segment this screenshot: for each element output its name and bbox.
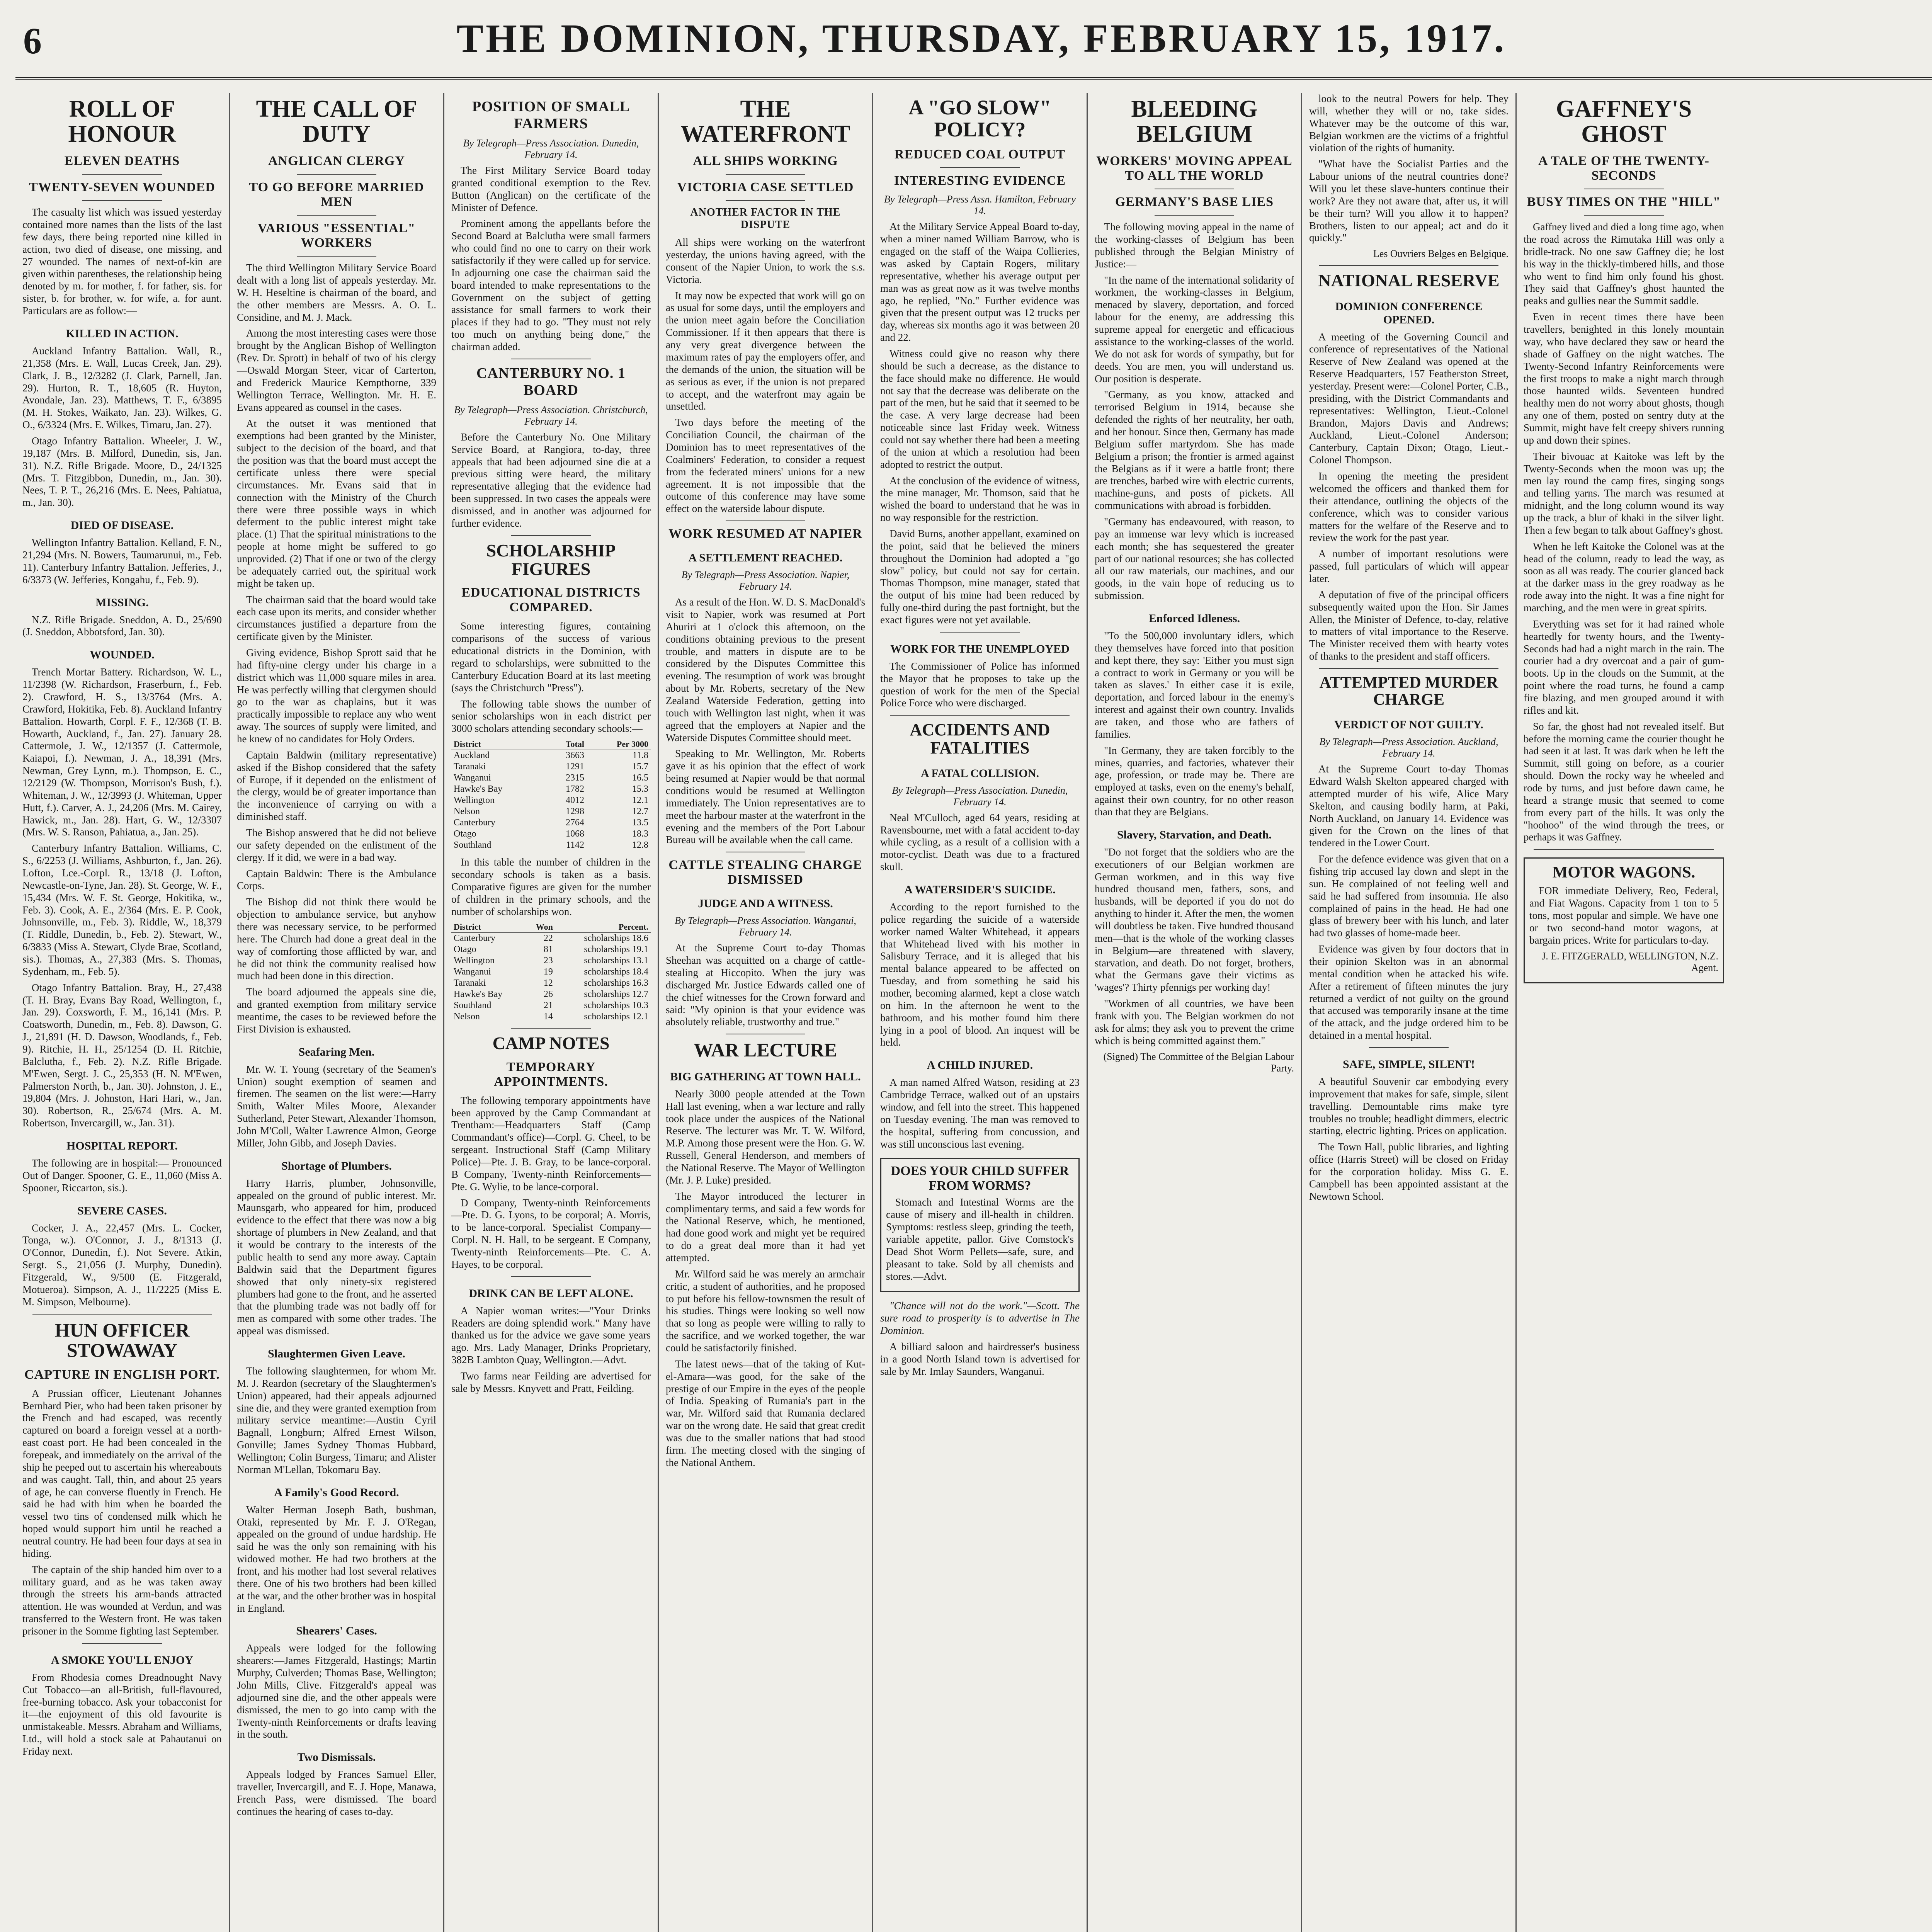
advertisement-text: A beautiful Souvenir car embodying every improvement that makes for safe, simple, silent travelling. Demountable rims make tyre troubles no trouble; headlight dimmers, electric starting, electric lighting. Prices on application. (1309, 1076, 1509, 1137)
table-cell: Wellington (454, 956, 495, 966)
article-text: At the outset it was mentioned that exemptions had been granted by the Minister, subject to the decision of the board, and that the position was that the board must accept the certificate unless there were special circumstances. Mr. Evans said that in connection with the Ministry of the Church there were three possible ways in which deferment to the public interest might take place. (1) That the spiritual ministrations to the people at home might be suffered to go unprovided. (2) That if one or two of the clergy be adequately carried out, the spiritual work might be taken up. (237, 417, 436, 589)
table-cell: 11.8 (632, 750, 648, 761)
subhead: A CHILD INJURED. (927, 1059, 1033, 1072)
article-text: "To the 500,000 involuntary idlers, which they themselves have forced into that position and kept there, they say: 'Either you must sign a contract to work in Germany or you will be taken as slaves.' In either case it is exile, deportation, and forced labour in the enemy's interest and against their own country. Invalids are taken, and those who are fathers of families. (1095, 629, 1294, 740)
advertisement-title: DOES YOUR CHILD SUFFER FROM WORMS? (891, 1164, 1069, 1193)
table-row (451, 944, 651, 955)
article-text: Captain Baldwin (military representative) asked if the Bishop considered that the safety of Europe, if it depended on the enlistment of the clergy, would be of greater importance than the inconvenience of carrying on with a diminished staff. (237, 749, 436, 823)
article-text: The following slaughtermen, for whom Mr. M. J. Reardon (secretary of the Slaughtermen's Union) appeared, had their appeals adjourned sine die, and they were granted exemption from military service meantime:—Austin Cyril Bagnall, Longburn; Alfred Ernest Wilson, Gonville; James Sydney Thomas Hubbard, Wellington; Colin Burgess, Timaru; and Alister Norman M'Lellan, Tokomaru Bay. (237, 1365, 436, 1475)
table-cell: Otago (454, 944, 476, 955)
table-cell: 13.5 (632, 818, 648, 828)
table-cell: 22 (543, 933, 553, 944)
column-7 (1302, 93, 1517, 1932)
table-cell: Otago (454, 829, 476, 839)
newspaper-title: THE DOMINION, THURSDAY, FEBRUARY 15, 1917. (456, 16, 1507, 61)
article-text: Even in recent times there have been travellers, benighted in this lonely mountain way, who have declared they saw or heard the shade of Gaffney on the night watches. The Twenty-Second Infantry Reinforcements were the first troops to make a night march through those haunted wilds. Seventeen hundred healthy men do not worry about ghosts, though any one of them, posted on sentry duty at the Summit, might have felt creepy shivers running up and down their spines. (1524, 311, 1724, 446)
headline-scholarship-figures: SCHOLARSHIP FIGURES (486, 540, 616, 579)
subhead: A FATAL COLLISION. (921, 767, 1039, 780)
subhead: WOUNDED. (90, 648, 155, 662)
article-text: Walter Herman Joseph Bath, bushman, Otaki, represented by Mr. F. J. O'Regan, appealed on the ground of undue hardship. He said he was the only son remaining with his widowed mother. He had two brothers at the front, and his mother had lost several relatives there. One of his two brothers had been killed at the war, and the other brother was in hospital in England. (237, 1503, 436, 1614)
article-text: The third Wellington Military Service Board dealt with a long list of appeals yesterday. Mr. W. H. Heseltine is chairman of the board, and the other members are Messrs. A. O. L. Considine, and M. J. Mack. (237, 262, 436, 323)
divider (1369, 1047, 1449, 1048)
column-header: Percent. (555, 922, 651, 933)
table-cell: Hawke's Bay (454, 989, 503, 1000)
table-cell: 2764 (566, 818, 584, 828)
article-text: All ships were working on the waterfront yesterday, the unions having agreed, with the consent of the Napier Union, to work the s.s. Victoria. (666, 236, 865, 285)
headline-small-farmers: POSITION OF SMALL FARMERS (472, 99, 630, 132)
article-text: Harry Harris, plumber, Johnsonville, appealed on the ground of public interest. Mr. Maunsgarb, who appeared for him, produced evidence to the effect that there was now a big shortage of plumbers in New Zealand, and that it would be contrary to the interests of the public health to send any more away. Captain Baldwin said that the Department figures showed that only ninety-six registered plumbers had gone to the front, and he asserted that the plumbing trade was not badly off for men as compared with some other trades. The appeal was dismissed. (237, 1177, 436, 1337)
signature: (Signed) The Committee of the Belgian Labour Party. (1103, 1051, 1294, 1074)
column-1 (15, 93, 230, 1932)
article-text: The Commissioner of Police has informed the Mayor that he proposes to take up the question of work for the men of the Special Police Force who were discharged. (880, 660, 1080, 709)
article-text: Speaking to Mr. Wellington, Mr. Roberts gave it as his opinion that the effect of work being resumed at Napier would be that normal conditions would be resumed at Wellington immediately. The Union representatives are to meet the harbour master at the waterfront in the evening and the members of the Port Labour Bureau will be available when the call came. (666, 748, 865, 846)
article-text: Among the most interesting cases were those brought by the Anglican Bishop of Wellington (Rev. Dr. Sprott) in behalf of two of his clergy—Oswald Morgan Steer, vicar of Carterton, and Frederick Maurice Kempthorne, 339 Wellington Terrace, Wellington. Mr. H. E. Evans appeared as counsel in the cases. (237, 327, 436, 413)
divider (511, 535, 591, 536)
article-text: The board adjourned the appeals sine die, and granted exemption from military service meantime, the cases to be reviewed before the First Division is exhausted. (237, 986, 436, 1035)
table-cell: 1291 (566, 762, 584, 772)
page-number: 6 (23, 20, 42, 61)
article-text: The Bishop answered that he did not believe our safety depended on the enlistment of the clergy. If it did, we were in a bad way. (237, 827, 436, 863)
divider (32, 1314, 212, 1315)
article-text: The chairman said that the board would take each case upon its merits, and consider whether circumstances justified a departure from the certificate given by the Minister. (237, 594, 436, 643)
table-row (451, 989, 651, 1000)
article-text: It may now be expected that work will go on as usual for some days, until the employers and the union meet again before the Conciliation Commissioner. If it then appears that there is any very great divergence between the maximum rates of pay the employers offer, and the demands of the union, the situation will be as serious as ever, if the union is not prepared to accept, and the waterfront may again be unsettled. (666, 289, 865, 412)
column-header: Won (525, 922, 555, 933)
table-row (451, 840, 651, 851)
divider (726, 174, 805, 175)
article-text: "Workmen of all countries, we have been frank with you. The Belgian workmen do not ask for alms; they ask you to prevent the crime which is being committed against them." (1095, 998, 1294, 1046)
dateline: By Telegraph—Press Association. Dunedin, February 14. (463, 138, 639, 160)
headline-work-resumed: WORK RESUMED AT NAPIER (668, 527, 862, 541)
article-text: Otago Infantry Battalion. Wheeler, J. W., 19,187 (Mrs. B. Milford, Dunedin, sis, Jan. 31). N.Z. Rifle Brigade. Moore, D., 24/1325 (Mrs. T. Fitzgibbon, Dunedin, m., Jan. 30). Nees, T. P. T., 26,216 (Mrs. E. Nees, Pahiatua, m., Jan. 30). (22, 435, 222, 509)
table-cell: 12.1 (632, 795, 648, 806)
table-cell: Taranaki (454, 978, 486, 988)
table-row (451, 750, 651, 762)
subhead: MISSING. (95, 596, 149, 609)
article-text: A billiard saloon and hairdresser's business in a good North Island town is advertised for sale by Mr. Imlay Saunders, Wanganui. (880, 1341, 1080, 1377)
article-text: At the Military Service Appeal Board to-day, when a miner named William Barrow, who is engaged on the staff of the Waipa Collieries, was asked by Captain Rogers, military representative, whether his average output per man was as great now as it was twelve months ago, he replied, "No." Further evidence was given that the present output was 12 trucks per day, whereas six months ago it was between 20 and 22. (880, 221, 1080, 344)
table-row (451, 784, 651, 795)
divider (297, 256, 376, 257)
headline-canterbury-board: CANTERBURY NO. 1 BOARD (476, 365, 626, 398)
headline-roll-of-honour: ROLL OF HONOUR (68, 96, 176, 148)
article-text: At the conclusion of the evidence of witness, the mine manager, Mr. Thomson, said that he wished the board to understand that he was in no way responsible for the restriction. (880, 474, 1080, 524)
article-text: Canterbury Infantry Battalion. Williams, C. S., 6/2253 (J. Williams, Ashburton, f., Jan. 26). Lofton, Lce.-Corpl. R., 13/18 (J. Lofton, Newcastle-on-Tyne, Jan. 28). St. George, W. F., 15,434 (Mrs. W. F. St. George, Hokitika, w., Feb. 3). Cook, A. E., 2/364 (Mrs. E. P. Cook, Johnsonville, m., Feb. 3). Riddle, W., 18,379 (T. Riddle, Dunedin, b., Feb. 2). Stewart, W., 6/3833 (Miss A. Stewart, Clyde Brae, Scotland, sis.). Thomas, A., 27,383 (Mrs. S. Thomas, Sydenham, m., Feb. 5). (22, 842, 222, 977)
deck: TWENTY-SEVEN WOUNDED (29, 180, 215, 195)
quote: "Chance will not do the work."—Scott. The sure road to prosperity is to advertise in The Dominion. (880, 1300, 1080, 1337)
scholarship-table-2 (451, 922, 651, 1022)
table-row (451, 933, 651, 944)
subhead: KILLED IN ACTION. (66, 327, 179, 340)
article-text: "Germany has endeavoured, with reason, to pay an immense war levy which is increased each month; she has sequestered the greater part of our national resources; she has collected all our raw materials, our machines, and our goods, in the vain hope of reducing us to submission. (1095, 515, 1294, 602)
deck: ANGLICAN CLERGY (268, 154, 405, 168)
divider (1319, 265, 1498, 266)
column-2 (230, 93, 444, 1932)
headline-accidents: ACCIDENTS AND FATALITIES (910, 720, 1050, 757)
advertisement-text: A Napier woman writes:—"Your Drinks Readers are doing splendid work." Many have thanked us for the advice we gave some years ago. Mrs. Lady Manager, Drinks Proprietary, 382B Lambton Quay, Wellington.—Advt. (451, 1304, 651, 1366)
article-text: Gaffney lived and died a long time ago, when the road across the Rimutaka Hill was only a bridle-track. No one saw Gaffney die; he lost his way in the thickly-timbered hills, and those who went to find him only found his ghost. They said that Gaffney's ghost haunted the peaks and gullies near the Summit saddle. (1524, 221, 1724, 307)
article-text: Captain Baldwin: There is the Ambulance Corps. (237, 867, 436, 892)
table-cell: Nelson (454, 1012, 480, 1022)
headline-hun-officer: HUN OFFICER STOWAWAY (54, 1319, 190, 1361)
subhead: VERDICT OF NOT GUILTY. (1334, 718, 1483, 731)
dateline: By Telegraph—Press Assn. Hamilton, February 14. (884, 194, 1076, 217)
table-row (451, 1011, 651, 1022)
subhead: Seafaring Men. (298, 1045, 375, 1058)
column-5 (873, 93, 1088, 1932)
dateline: By Telegraph—Press Association. Napier, February 14. (681, 569, 850, 592)
table-cell: Wellington (454, 795, 495, 806)
divider (511, 1028, 591, 1029)
table-cell: Wanganui (454, 773, 491, 783)
divider (1584, 215, 1664, 216)
subhead: A Family's Good Record. (274, 1486, 399, 1499)
divider (1319, 668, 1498, 669)
column-8 (1517, 93, 1731, 1932)
article-text: Trench Mortar Battery. Richardson, W. L., 11/2398 (W. Richardson, Fraserburn, f., Feb. 2). Crawford, H. S., 13/3764 (Mrs. A. Crawford, Hokitika, Feb. 8). Auckland Infantry Battalion. Howarth, Corpl. F. F., 12/368 (T. B. Howarth, Auckland, f., Jan. 27). January 28. Cattermole, J. W., 12/1357 (J. Cattermole, Kaiapoi, f.). Newman, J. A., 18,391 (Mrs. Newman, Grey Lynn, m.). Thompson, E. C., 12/2129 (W. Thompson, Morrison's Bush, f.). Whiteman, J. W., 12/3993 (J. Whiteman, Upper Hutt, f.). Carver, A. J., 24,206 (Mrs. M. Cairey, Hawick, m., Jan. 28). Hart, G. W., 12/3307 (Mrs. W. S. Ranson, Pahiatua, a., Jan. 25). (22, 666, 222, 838)
subhead: JUDGE AND A WITNESS. (698, 897, 833, 910)
deck: ANOTHER FACTOR IN THE DISPUTE (690, 206, 841, 231)
subhead: Shearers' Cases. (296, 1624, 377, 1638)
deck: BUSY TIMES ON THE "HILL" (1527, 195, 1721, 209)
divider (726, 520, 805, 521)
headline-camp-notes: CAMP NOTES (492, 1033, 610, 1053)
deck: GERMANY'S BASE LIES (1115, 195, 1274, 209)
dateline: By Telegraph—Press Association. Wanganui, February 14. (675, 915, 856, 938)
table-row (451, 772, 651, 784)
deck: VICTORIA CASE SETTLED (677, 180, 854, 195)
table-cell: 16.5 (632, 773, 648, 783)
deck: TO GO BEFORE MARRIED MEN (249, 180, 424, 209)
article-text: "Germany, as you know, attacked and terrorised Belgium in 1914, because she defended the rights of her neutrality, her oath, and her honour. Since then, Germany has made Belgium suffer martyrdom. She has made Belgium a prison; the frontier is armed against the Belgians as if it were a battle front; there are trenches, barbed wire with electric currents, machine-guns, and posts of pickets. All communications with abroad is forbidden. (1095, 389, 1294, 512)
article-text: Appeals lodged by Frances Samuel Eller, traveller, Invercargill, and E. J. Hope, Manawa, French Pass, were dismissed. The board continues the hearing of cases to-day. (237, 1769, 436, 1817)
divider (1534, 849, 1714, 850)
deck: ELEVEN DEATHS (64, 154, 180, 168)
article-text: For the defence evidence was given that on a fishing trip accused lay down and slept in the sun. He complained of not feeling well and said he had suffered from insomnia. He also complained of pains in the head. He had one glass of brewery beer with his lunch, and later had two glasses of home-made beer. (1309, 853, 1509, 939)
table-cell: 12.8 (632, 840, 648, 850)
subhead: Shortage of Plumbers. (281, 1159, 392, 1172)
table-header-row (451, 922, 651, 933)
signature: Les Ouvriers Belges en Belgique. (1373, 248, 1509, 260)
article-text: The following are in hospital:— Pronounced Out of Danger. Spooner, G. E., 11,060 (Miss A. Spooner, Riccarton, sis.). (22, 1157, 222, 1194)
column-3 (444, 93, 659, 1932)
article-text: look to the neutral Powers for help. They will, whether they will or no, take sides. Whatever may be the outcome of this war, Belgian workmen are the victims of a frightful violation of the rights of humanity. (1309, 93, 1509, 154)
divider (82, 1643, 162, 1644)
article-text: "In the name of the international solidarity of workmen, the working-classes in Belgium, menaced by slavery, deportation, and forced labour for the enemy, are addressing this supreme appeal for energetic and efficacious assistance to the working-classes of the world. We do not ask for words of sympathy, but for deeds. You are men, you will understand us. Our position is desperate. (1095, 274, 1294, 384)
article-text: Before the Canterbury No. One Military Service Board, at Rangiora, to-day, three appeals that had been adjourned sine die at a previous sitting were heard, the military representative alleging that the evidence had been suppressed. In two cases the appeals were dismissed, and in another was adjourned for further evidence. (451, 431, 651, 529)
divider (82, 174, 162, 175)
table-cell: Southland (454, 840, 492, 850)
article-text: Auckland Infantry Battalion. Wall, R., 21,358 (Mrs. E. Wall, Lucas Creek, Jan. 29). Clark, J. B., 12/3282 (J. Clark, Parnell, Jan. 29). Hurton, R. T., 18,605 (R. Huyton, Avondale, Jan. 23). Matthews, T. F., 6/3895 (M. H. Stokes, Waikato, Jan. 23). Wilkes, G. O., 6/3324 (Mrs. E. Wilkes, Timaru, Jan. 27). (22, 345, 222, 431)
columns (15, 93, 1932, 1932)
column-header: Total (546, 739, 587, 750)
subhead: A SETTLEMENT REACHED. (688, 551, 843, 565)
table-header-row (451, 739, 651, 750)
article-text: N.Z. Rifle Brigade. Sneddon, A. D., 25/690 (J. Sneddon, Abbotsford, Jan. 30). (22, 614, 222, 638)
table-cell: Auckland (454, 750, 490, 761)
table-cell: 1782 (566, 784, 584, 794)
table-cell: scholarships 10.3 (584, 1000, 648, 1011)
deck: REDUCED COAL OUTPUT (894, 147, 1066, 162)
article-text: A number of important resolutions were passed, full particulars of which will appear later. (1309, 548, 1509, 584)
subhead: SEVERE CASES. (77, 1204, 167, 1217)
table-cell: 23 (543, 956, 553, 966)
article-text: "Do not forget that the soldiers who are the executioners of our Belgian workmen are German workmen, and in this way five hundred thousand men, fathers, sons, and husbands, will be deported if you do not do anything to hinder it. After the men, the women will doubtless be taken. Five hundred thousand men—that is the whole of the working classes in Belgium—are threatened with slavery, starvation, and death. Do not forget, brothers, what the Germans gave their victims as 'wages'? Thirty pfennigs per working day! (1095, 846, 1294, 993)
table-row (451, 1000, 651, 1011)
dateline: By Telegraph—Press Association. Christchurch, February 14. (454, 404, 648, 427)
article-text: D Company, Twenty-ninth Reinforcements—Pte. D. G. Lyons, to be corporal; A. Morris, to be lance-corporal. Specialist Company—Corpl. N. H. Hall, to be sergeant. E Company, Twenty-ninth Reinforcements—Pte. C. A. Hayes, to be corporal. (451, 1197, 651, 1270)
article-text: The Mayor introduced the lecturer in complimentary terms, and said a few words for the National Reserve, which, he mentioned, had done good work and might yet be required to do a great deal more than it had yet attempted. (666, 1190, 865, 1264)
article-text: "What have the Socialist Parties and the Labour unions of the neutral countries done? Will you let these slave-hunters continue their work? Are they not aware that, after us, it will be their turn? Will you allow it to happen? Brothers, listen to our appeal; act and do it quickly." (1309, 158, 1509, 244)
subhead: A WATERSIDER'S SUICIDE. (904, 883, 1056, 896)
article-text: As a result of the Hon. W. D. S. MacDonald's visit to Napier, work was resumed at Port Ahuriri at 1 o'clock this afternoon, on the conditions obtaining previous to the present trouble, and matters in dispute are to be considered by the Disputes Committee this evening. The resumption of work was brought about by Mr. Roberts, secretary of the New Zealand Waterside Federation, getting into touch with Wellington last night, when it was agreed that the employers at Napier and the Waterside Disputes Committee should meet. (666, 596, 865, 743)
table-cell: 4012 (566, 795, 584, 806)
table-cell: Taranaki (454, 762, 486, 772)
article-text: The casualty list which was issued yesterday contained more names than the lists of the last few days, there being reported nine killed in action, two died of disease, one missing, and 27 wounded. The names of next-of-kin are given within parentheses, the relationship being denoted by m. for mother, f. for father, sis. for sister, b. for brother, w. for wife, a. for aunt. Particulars are as follow:— (22, 206, 222, 317)
column-header: District (451, 922, 525, 933)
table-cell: Hawke's Bay (454, 784, 503, 794)
subhead: Slavery, Starvation, and Death. (1117, 828, 1272, 841)
advertiser: J. E. FITZGERALD, WELLINGTON, N.Z. Agent. (1542, 950, 1718, 973)
article-text: Their bivouac at Kaitoke was left by the Twenty-Seconds when the moon was up; the men lay round the camp fires, singing songs and telling yarns. The march was resumed at midnight, and the long column wound its way up the track, a blur of khaki in the silver light. Then a few began to talk about Gaffney's ghost. (1524, 450, 1724, 536)
table-cell: 81 (543, 944, 553, 955)
table-row (451, 966, 651, 978)
article-text: According to the report furnished to the police regarding the suicide of a waterside worker named Walter Whitehead, it appears that Whitehead lived with his mother in Salisbury Terrace, and it is alleged that his mental balance appeared to be affected on Tuesday, and from something he said his mother, becoming alarmed, kept a close watch on him. In the afternoon he went to the bathroom, and his mother found him there lying in a pool of blood. An inquest will be held. (880, 901, 1080, 1048)
headline-unemployed: WORK FOR THE UNEMPLOYED (890, 642, 1070, 655)
article-text: "In Germany, they are taken forcibly to the mines, quarries, and factories, whatever their age, profession, or trade may be. There are employed at tasks, even on the enemy's behalf, against their own country, for no other reason than that they are Belgians. (1095, 744, 1294, 818)
table-cell: 15.7 (632, 762, 648, 772)
advertisement-title: A SMOKE YOU'LL ENJOY (51, 1653, 194, 1667)
divider (940, 167, 1020, 168)
advertisement-title: SAFE, SIMPLE, SILENT! (1343, 1058, 1475, 1071)
table-cell: Nelson (454, 806, 480, 817)
article-text: Mr. Wilford said he was merely an armchair critic, a student of authorities, and he proposed to put before his fellow-townsmen the result of his studies. Things were looking so well now that so long as people were willing to rally to the sacrifice, and we worked together, the war could be satisfactorily finished. (666, 1268, 865, 1354)
table-cell: scholarships 12.7 (584, 989, 648, 1000)
subhead: Slaughtermen Given Leave. (268, 1347, 405, 1360)
deck: ALL SHIPS WORKING (693, 154, 838, 168)
article-text: A meeting of the Governing Council and conference of representatives of the National Reserve of New Zealand was opened at the Reserve Headquarters, 157 Featherston Street, yesterday. Present were:—Colonel Porter, C.B., presiding, with the District Commandants and representatives: Wellington, Lieut.-Colonel Brandon, Majors Davis and Andrews; Auckland, Lieut.-Colonel Anderson; Canterbury, Captain Dixon; Otago, Lieut.-Colonel Thompson. (1309, 331, 1509, 466)
article-text: Giving evidence, Bishop Sprott said that he had fifty-nine clergy under his charge in a district which was 11,000 square miles in area. He was perfectly willing that clergymen should go to the war as chaplains, but it was practically impossible to replace any who went away. The sources of supply were limited, and he knew of no candidates for Holy Orders. (237, 646, 436, 745)
article-text: The Town Hall, public libraries, and lighting office (Harris Street) will be closed on Friday for the corporation holiday. Miss G. E. Campbell has been appointed assistant at the Newtown School. (1309, 1141, 1509, 1202)
article-text: A man named Alfred Watson, residing at 23 Cambridge Terrace, walked out of an upstairs window, and fell into the street. This happened on Tuesday evening. The man was removed to the hospital, suffering from concussion, and was still unconscious last evening. (880, 1077, 1080, 1150)
article-text: The following moving appeal in the name of the working-classes of Belgium has been published through the Belgian Ministry of Justice:— (1095, 221, 1294, 270)
advertisement-text: Stomach and Intestinal Worms are the cause of misery and ill-health in children. Symptoms: restless sleep, grinding the teeth, variable appetite, pallor. Give Comstock's Dead Shot Worm Pellets—safe, sure, and pleasant to take. Sold by all chemists and stores.—Advt. (886, 1196, 1074, 1282)
article-text: A deputation of five of the principal officers subsequently waited upon the Hon. Sir James Allen, the Minister of Defence, to-day, relative to matters of vital importance to the Reserve. The Minister received them with hearty votes of thanks to the president and staff officers. (1309, 588, 1509, 662)
column-4 (659, 93, 873, 1932)
article-text: The Bishop did not think there would be objection to ambulance service, but anyhow there was necessary service, to be performed here. The Church had done a great deal in the way of comforting those afflicted by war, and he did not think the community realised how much had been done in this direction. (237, 896, 436, 982)
article-text: In this table the number of children in the secondary schools is taken as a basis. Comparative figures are given for the number of children in the primary schools, and the number of scholarships won. (451, 856, 651, 917)
article-text: Prominent among the appellants before the Second Board at Balclutha were small farmers who could find no one to carry on their work satisfactorily if they were called up for service. In adjourning one case the chairman said the board intended to make representations to the Government on the subject of getting assistance for small farmers to work their places if they had to go. "They must not rely too much on anything being done," the chairman added. (451, 218, 651, 353)
advertisement-text: From Rhodesia comes Dreadnought Navy Cut Tobacco—an all-British, full-flavoured, free-burning tobacco. Ask your tobacconist for it—the enjoyment of this old favourite is unmistakeable. Messrs. Abraham and Williams, Ltd., will hold a stock sale at Pahautanui on Friday next. (22, 1671, 222, 1757)
subhead: DIED OF DISEASE. (70, 519, 174, 532)
table-row (451, 817, 651, 828)
dateline: By Telegraph—Press Association. Auckland, February 14. (1319, 736, 1498, 759)
headline-national-reserve: NATIONAL RESERVE (1318, 270, 1500, 291)
table-cell: scholarships 19.1 (584, 944, 648, 955)
article-text: Some interesting figures, containing comparisons of the success of various educational districts in the Dominion, with regard to scholarships, were submitted to the Canterbury Education Board at its last meeting (says the Christchurch "Press"). (451, 620, 651, 694)
article-text: Otago Infantry Battalion. Bray, H., 27,438 (T. H. Bray, Evans Bay Road, Wellington, f., Jan. 29). Coxsworth, F. M., 16,141 (Mrs. P. Coatsworth, Dunedin, m., Feb. 8). Dawson, G. J., 21,891 (H. D. Dawson, Woodlands, f., Feb. 9). Ritchie, H. H., 25/1254 (D. H. Ritchie, Balclutha, f., Feb. 2). N.Z. Rifle Brigade. M'Ewen, Sergt. J. C., 25,353 (H. N. M'Ewen, Palmerston North, b., Jan. 30). Johnston, J. E., 19,804 (Mrs. J. Johnston, Hari Hari, w., Jan. 30). Robertson, R., 25/674 (Mrs. A. M. Robertson, Invercargill, w., Jan. 31). (22, 981, 222, 1129)
divider (890, 715, 1070, 716)
subhead: HOSPITAL REPORT. (66, 1139, 178, 1153)
article-text: Evidence was given by four doctors that in their opinion Skelton was in an abnormal mental condition when he attacked his wife. After a retirement of fifteen minutes the jury returned a verdict of not guilty on the ground that accused was temporarily insane at the time of the attack, and the judge ordered him to be detained in a mental hospital. (1309, 943, 1509, 1041)
article-text: The following table shows the number of senior scholarships won in each district per 3000 scholars attending secondary schools:— (451, 698, 651, 735)
table-row (451, 806, 651, 817)
divider (297, 215, 376, 216)
article-text: The following temporary appointments have been approved by the Camp Commandant at Trentham:—Headquarters Staff (Camp Commandant's office)—Corpl. G. Cheel, to be sergeant. Instructional Staff (Camp Military Police)—Pte. J. B. Gray, to be lance-corporal. B Company, Twenty-ninth Reinforcements—Pte. G. Wylie, to be lance-corporal. (451, 1094, 651, 1192)
article-text: Everything was set for it had rained whole heartedly for twenty hours, and the Twenty-Seconds had had a night march in the rain. The courier had a dry overcoat and a pair of gum-boots. Up in the clouds on the Summit, at the point where the road turns, he found a camp fire blazing, and men grouped around it with rifles and kit. (1524, 618, 1724, 716)
table-cell: scholarships 16.3 (584, 978, 648, 988)
deck: WORKERS' MOVING APPEAL TO ALL THE WORLD (1096, 154, 1293, 183)
column-header: Per 3000 (587, 739, 651, 750)
article-text: Neal M'Culloch, aged 64 years, residing at Ravensbourne, met with a fatal accident to-day while cycling, as a result of a collision with a motor-cyclist. Death was due to a fractured skull. (880, 811, 1080, 873)
advertisement-text: FOR immediate Delivery, Reo, Federal, and Fiat Wagons. Capacity from 1 ton to 5 tons, most popular and simple. We have one or two second-hand motor wagons, at bargain prices. Write for particulars to-day. (1529, 885, 1718, 946)
table-row (451, 795, 651, 806)
article-text: Nearly 3000 people attended at the Town Hall last evening, when a war lecture and rally took place under the auspices of the National Reserve. The lecturer was Mr. T. W. Wilford, M.P. Among those present were the Hon. G. W. Russell, General Henderson, and members of the National Reserve. The Mayor of Wellington (Mr. J. P. Luke) presided. (666, 1088, 865, 1186)
article-text: David Burns, another appellant, examined on the point, said that he believed the miners throughout the Dominion had adopted a "go slow" policy, but could not say for certain. Thomas Thompson, mine manager, stated that the output of his mine had been reduced by fully one-third during the past fortnight, but the exact figures were not yet available. (880, 528, 1080, 626)
table-cell: Canterbury (454, 933, 495, 944)
table-cell: 19 (543, 967, 553, 977)
headline-war-lecture: WAR LECTURE (694, 1039, 837, 1061)
table-row (451, 955, 651, 966)
advertisement-title: MOTOR WAGONS. (1552, 864, 1696, 882)
article-text: The latest news—that of the taking of Kut-el-Amara—was good, for the sake of the prestige of our Empire in the eyes of the people of India. Speaking of Rumania's part in the war, Mr. Wilford said that Rumania declared war on the wrong date. He said that great credit was due to the smaller nations that had stood firm. The meeting closed with the singing of the National Anthem. (666, 1358, 865, 1468)
table-cell: scholarships 13.1 (584, 956, 648, 966)
subhead: Two Dismissals. (297, 1751, 376, 1764)
deck: INTERESTING EVIDENCE (894, 173, 1066, 188)
deck: CAPTURE IN ENGLISH PORT. (24, 1367, 220, 1382)
table-row (451, 828, 651, 840)
article-text: Wellington Infantry Battalion. Kelland, F. N., 21,294 (Mrs. N. Bowers, Taumarunui, m., Feb. 11). Canterbury Infantry Battalion. Jefferies, J., 6/3373 (W. Jefferies, Kongahu, f., Feb. 9). (22, 537, 222, 585)
table-cell: scholarships 18.4 (584, 967, 648, 977)
scholarship-table-1 (451, 739, 651, 851)
table-cell: 14 (543, 1012, 553, 1022)
table-cell: 1142 (566, 840, 584, 850)
divider (297, 174, 376, 175)
table-cell: 18.3 (632, 829, 648, 839)
column-6 (1088, 93, 1302, 1932)
deck: EDUCATIONAL DISTRICTS COMPARED. (461, 585, 641, 615)
table-cell: 3663 (566, 750, 584, 761)
article-text: So far, the ghost had not revealed itself. But before the morning came the courier thought he had seen it at last. It was dark when he left the Summit, still going on before, as a courier should. Down the rocky way he wheeled and rode by turns, and just before dawn came, he heard a strange music that seemed to come from every part of the hills. It was only the "hoohoo" of the wind through the trees, or perhaps it was Gaffney. (1524, 720, 1724, 843)
headline-call-of-duty: THE CALL OF DUTY (256, 96, 417, 148)
table-cell: 21 (543, 1000, 553, 1011)
article-text: At the Supreme Court to-day Thomas Sheehan was acquitted on a charge of cattle-stealing at Hiccopito. When the jury was discharged Mr. Justice Edwards called one of the chief witnesses for the Crown forward and said: "My opinion is that your evidence was absolutely reliable, trustworthy and true." (666, 942, 865, 1028)
article-text: Two days before the meeting of the Conciliation Council, the chairman of the Dominion has to meet representatives of the Coalminers' Federation, to consider a request from the federated miners' unions for a new agreement. It is not impossible that the outcome of this conference may have some effect on the waterside labour dispute. (666, 417, 865, 515)
article-text: Two farms near Feilding are advertised for sale by Messrs. Knyvett and Pratt, Feilding. (451, 1370, 651, 1394)
divider (940, 632, 1020, 633)
divider (726, 200, 805, 201)
table-cell: 2315 (566, 773, 584, 783)
table-cell: 12 (543, 978, 553, 988)
table-cell: Wanganui (454, 967, 491, 977)
article-text: The captain of the ship handed him over to a military guard, and as he was taken away through the streets his arm-bands attracted attention. He was wounded at Verdun, and was transferred to the Western front. He was taken prisoner in the Somme fighting last September. (22, 1563, 222, 1637)
table-cell: 1068 (566, 829, 584, 839)
table-row (451, 978, 651, 989)
headline-attempted-murder: ATTEMPTED MURDER CHARGE (1319, 673, 1498, 709)
table-cell: Canterbury (454, 818, 495, 828)
deck: VARIOUS "ESSENTIAL" WORKERS (257, 221, 416, 250)
article-text: Appeals were lodged for the following shearers:—James Fitzgerald, Hastings; Martin Murphy, Culverden; Thomas Base, Wellington; John Mills, Clive. Fitzgerald's appeal was adjourned sine die, and the other appeals were dismissed, the men to go into camp with the Twenty-ninth Reinforcements or drafts leaving in the south. (237, 1642, 436, 1740)
divider (511, 1276, 591, 1277)
deck: A TALE OF THE TWENTY-SECONDS (1538, 154, 1709, 183)
subhead: DOMINION CONFERENCE OPENED. (1335, 300, 1483, 326)
advertisement-box (880, 1158, 1080, 1292)
article-text: At the Supreme Court to-day Thomas Edward Walsh Skelton appeared charged with attempted murder of his wife, Alice Mary Skelton, and causing bodily harm, at Paki, North Auckland, on January 14. Evidence was given for the Crown on the lines of that tendered in the Lower Court. (1309, 763, 1509, 849)
table-cell: 12.7 (632, 806, 648, 817)
deck: TEMPORARY APPOINTMENTS. (494, 1060, 608, 1089)
table-cell: 1298 (566, 806, 584, 817)
advertisement-title: DRINK CAN BE LEFT ALONE. (469, 1287, 633, 1300)
article-text: Cocker, J. A., 22,457 (Mrs. L. Cocker, Tonga, w.). O'Connor, J. J., 8/1313 (J. O'Connor, Dunedin, f.). Not Severe. Atkin, Sergt. S., 21,056 (J. Murphy, Dunedin). Fitzgerald, W., 9/500 (E. Fitzgerald, Motueroa). Simpson, A. J., 11/2225 (Miss E. M. Simpson, Melbourne). (22, 1222, 222, 1308)
headline-cattle-stealing: CATTLE STEALING CHARGE DISMISSED (668, 858, 862, 887)
dateline: By Telegraph—Press Association. Dunedin, February 14. (892, 784, 1068, 808)
table-cell: 15.3 (632, 784, 648, 794)
headline-bleeding-belgium: BLEEDING BELGIUM (1131, 96, 1258, 148)
advertisement-box (1524, 857, 1724, 983)
divider (82, 200, 162, 201)
headline-go-slow: A "GO SLOW" POLICY? (908, 96, 1051, 141)
article-text: In opening the meeting the president welcomed the officers and thanked them for their attendance, outlining the objects of the conference, which was to consider various matters for the welfare of the Reserve and to review the work for the past year. (1309, 470, 1509, 544)
table-cell: scholarships 18.6 (584, 933, 648, 944)
article-text: Mr. W. T. Young (secretary of the Seamen's Union) sought exemption of seamen and firemen. The seamen on the list were:—Harry Smith, Walter Miles Moore, Alexander Sutherland, Peter Stewart, Alexander Thomson, John M'Coll, Walter Lawrence Almon, George Miller, John Gibb, and Joseph Davies. (237, 1063, 436, 1149)
divider (1155, 215, 1234, 216)
article-text: The First Military Service Board today granted conditional exemption to the Rev. Button (Anglican) on the certificate of the Minister of Defence. (451, 165, 651, 213)
article-text: When he left Kaitoke the Colonel was at the head of the column, ready to lead the way, as soon as all was ready. The courier glanced back at the darker mass in the grey roadway as he rode away into the night. It was a fine night for marching, and the men were in great spirits. (1524, 540, 1724, 614)
headline-waterfront: THE WATERFRONT (680, 96, 850, 148)
subhead: BIG GATHERING AT TOWN HALL. (670, 1070, 861, 1083)
column-header: District (451, 739, 546, 750)
table-cell: scholarships 12.1 (584, 1012, 648, 1022)
subhead: Enforced Idleness. (1148, 612, 1240, 625)
headline-gaffneys-ghost: GAFFNEY'S GHOST (1556, 96, 1692, 148)
table-row (451, 761, 651, 772)
table-cell: Southland (454, 1000, 492, 1011)
masthead (15, 8, 1932, 80)
article-text: Witness could give no reason why there should be such a decrease, as the distance to the face should make no difference. He would not say that the decrease was deliberate on the part of the men, but he said that it seemed to be the case. A very large decrease had been noticeable since last Friday week. Witness could not say whether there had been a meeting of the union at which a resolution had been adopted to restrict the output. (880, 347, 1080, 470)
table-cell: 26 (543, 989, 553, 1000)
article-text: A Prussian officer, Lieutenant Johannes Bernhard Pier, who had been taken prisoner by the French and had escaped, was recently captured on board a foreign vessel at a north-east coast port. He had been concealed in the forepeak, and immediately on the arrival of the ship he peeped out to ascertain his whereabouts and was caught. Tall, thin, and about 25 years of age, he can converse fluently in French. He said he had with him when he boarded the vessel two tins of condensed milk which he hoped would support him until he reached a neutral country. He had been four days at sea in hiding. (22, 1387, 222, 1559)
